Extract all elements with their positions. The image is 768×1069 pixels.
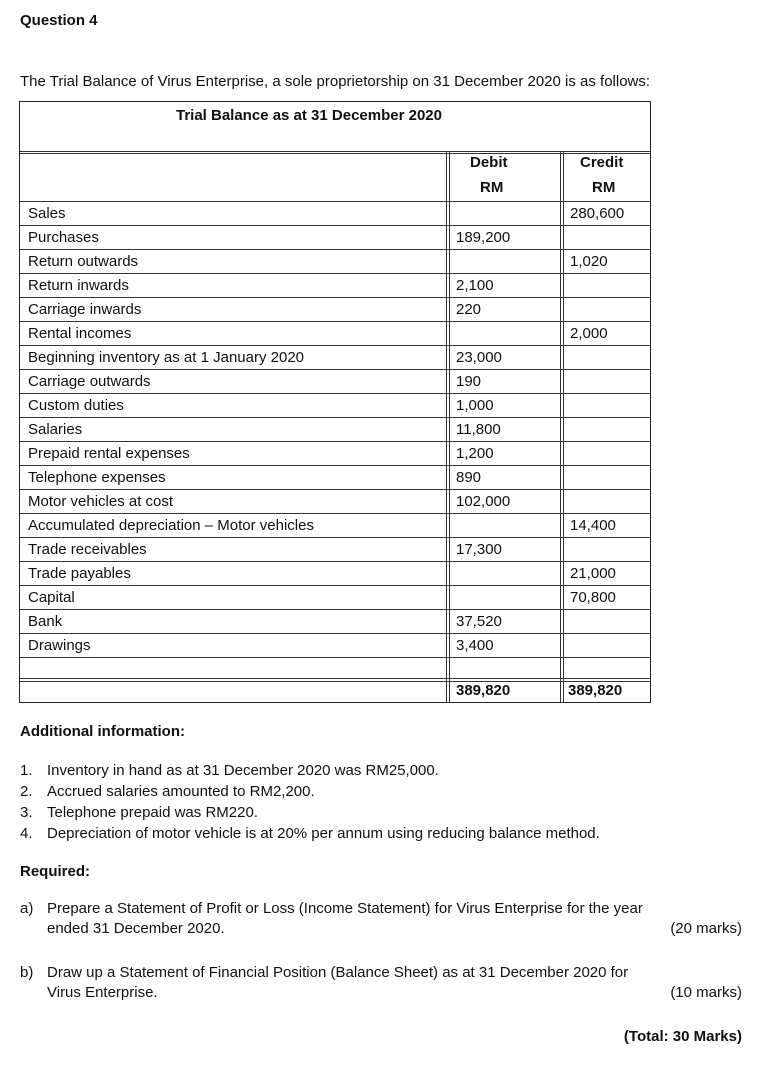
table-rule bbox=[20, 537, 650, 538]
table-row-credit: 1,020 bbox=[570, 253, 608, 270]
table-row-credit: 70,800 bbox=[570, 589, 616, 606]
table-row-debit: 189,200 bbox=[456, 229, 511, 246]
table-row-debit: 2,100 bbox=[456, 277, 494, 294]
table-row-credit: 280,600 bbox=[570, 205, 625, 222]
table-rule bbox=[20, 153, 650, 154]
table-row-label: Sales bbox=[28, 205, 66, 222]
table-row-debit: 190 bbox=[456, 373, 482, 390]
part-b bbox=[20, 963, 742, 1003]
debit-currency: RM bbox=[480, 179, 504, 196]
additional-info-title: Additional information: bbox=[20, 723, 185, 740]
table-rule bbox=[20, 201, 650, 202]
part-marks: (20 marks) bbox=[670, 920, 742, 937]
credit-header: Credit bbox=[580, 154, 624, 171]
list-item: 1. Inventory in hand as at 31 December 2020 was RM25,000. bbox=[20, 762, 439, 779]
required-title: Required: bbox=[20, 863, 91, 880]
credit-currency: RM bbox=[592, 179, 616, 196]
table-row-debit: 102,000 bbox=[456, 493, 511, 510]
table-rule bbox=[20, 657, 650, 658]
table-row-debit: 3,400 bbox=[456, 637, 494, 654]
table-column-rule bbox=[563, 151, 564, 702]
table-rule bbox=[20, 561, 650, 562]
table-rule bbox=[20, 393, 650, 394]
table-rule bbox=[20, 585, 650, 586]
table-rule bbox=[20, 417, 650, 418]
table-rule bbox=[20, 369, 650, 370]
table-column-rule bbox=[560, 151, 561, 702]
table-row-debit: 890 bbox=[456, 469, 482, 486]
table-rule bbox=[20, 297, 650, 298]
table-row-label: Salaries bbox=[28, 421, 83, 438]
question-title: Question 4 bbox=[20, 12, 98, 29]
total-marks: (Total: 30 Marks) bbox=[623, 1028, 742, 1045]
table-row-label: Capital bbox=[28, 589, 75, 606]
table-rule bbox=[20, 681, 650, 682]
part-text-line1: Draw up a Statement of Financial Position (Balance Sheet) as at 31 December 2020 for bbox=[47, 964, 629, 981]
table-row-label: Prepaid rental expenses bbox=[28, 445, 190, 462]
table-row-label: Custom duties bbox=[28, 397, 124, 414]
debit-header: Debit bbox=[470, 154, 508, 171]
part-text-line2: ended 31 December 2020. bbox=[47, 920, 225, 937]
trial-balance-table bbox=[19, 101, 651, 703]
table-rule bbox=[20, 249, 650, 250]
part-a bbox=[20, 899, 742, 939]
table-rule bbox=[20, 225, 650, 226]
table-row-label: Trade payables bbox=[28, 565, 131, 582]
table-row-debit: 37,520 bbox=[456, 613, 502, 630]
table-row-label: Purchases bbox=[28, 229, 99, 246]
part-text-line2: Virus Enterprise. bbox=[47, 984, 158, 1001]
table-row-label: Return inwards bbox=[28, 277, 129, 294]
table-row-label: Telephone expenses bbox=[28, 469, 166, 486]
table-row-debit: 11,800 bbox=[456, 421, 501, 438]
table-row-debit: 23,000 bbox=[456, 349, 502, 366]
table-row-label: Beginning inventory as at 1 January 2020 bbox=[28, 349, 305, 366]
table-row-label: Bank bbox=[28, 613, 63, 630]
table-rule bbox=[20, 513, 650, 514]
table-row-credit: 14,400 bbox=[570, 517, 616, 534]
table-rule bbox=[20, 345, 650, 346]
table-column-rule bbox=[449, 151, 450, 702]
table-row-credit: 21,000 bbox=[570, 565, 616, 582]
additional-info-list bbox=[20, 760, 600, 844]
total-credit: 389,820 bbox=[568, 682, 623, 699]
table-rule bbox=[20, 609, 650, 610]
list-item: 2. Accrued salaries amounted to RM2,200. bbox=[20, 783, 315, 800]
table-row-debit: 1,000 bbox=[456, 397, 494, 414]
table-row-debit: 1,200 bbox=[456, 445, 494, 462]
table-row-credit: 2,000 bbox=[570, 325, 608, 342]
table-row-debit: 17,300 bbox=[456, 541, 502, 558]
table-row-label: Trade receivables bbox=[28, 541, 147, 558]
table-row-label: Motor vehicles at cost bbox=[28, 493, 174, 510]
table-row-label: Carriage outwards bbox=[28, 373, 151, 390]
table-rule bbox=[20, 273, 650, 274]
table-row-label: Rental incomes bbox=[28, 325, 132, 342]
part-label: b) bbox=[20, 964, 34, 981]
table-row-label: Accumulated depreciation – Motor vehicles bbox=[28, 517, 314, 534]
table-rule bbox=[20, 321, 650, 322]
table-rule bbox=[20, 465, 650, 466]
table-rule bbox=[20, 633, 650, 634]
part-marks: (10 marks) bbox=[670, 984, 742, 1001]
table-rule bbox=[20, 151, 650, 152]
total-debit: 389,820 bbox=[456, 682, 511, 699]
table-row-label: Drawings bbox=[28, 637, 91, 654]
part-label: a) bbox=[20, 900, 34, 917]
table-rule bbox=[20, 441, 650, 442]
list-item: 3. Telephone prepaid was RM220. bbox=[20, 804, 258, 821]
trial-balance-title: Trial Balance as at 31 December 2020 bbox=[175, 107, 442, 124]
table-row-label: Carriage inwards bbox=[28, 301, 142, 318]
table-rule bbox=[20, 489, 650, 490]
table-row-label: Return outwards bbox=[28, 253, 139, 270]
table-column-rule bbox=[446, 151, 447, 702]
part-text-line1: Prepare a Statement of Profit or Loss (Income Statement) for Virus Enterprise for the year bbox=[47, 900, 643, 917]
intro-text: The Trial Balance of Virus Enterprise, a sole proprietorship on 31 December 2020 is as follows: bbox=[20, 73, 651, 90]
list-item: 4. Depreciation of motor vehicle is at 20% per annum using reducing balance method. bbox=[20, 825, 600, 842]
table-rule bbox=[20, 678, 650, 679]
table-row-debit: 220 bbox=[456, 301, 482, 318]
